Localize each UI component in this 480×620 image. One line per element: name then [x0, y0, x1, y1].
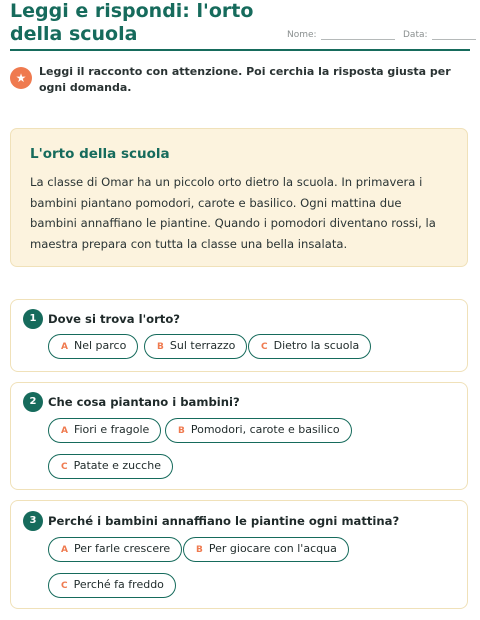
question-1-card: [10, 299, 468, 372]
header-divider: [10, 49, 470, 51]
option-letter: A: [61, 342, 68, 352]
option-a[interactable]: [48, 334, 138, 359]
option-b[interactable]: [144, 334, 247, 359]
name-field[interactable]: [287, 30, 395, 40]
option-a[interactable]: [48, 537, 182, 562]
question-text: Perché i bambini annaffiano le piantine ogni mattina?: [48, 514, 400, 528]
option-b[interactable]: [165, 418, 352, 443]
option-letter: C: [61, 581, 68, 591]
option-b[interactable]: [183, 537, 349, 562]
option-label: Patate e zucche: [73, 459, 161, 472]
option-letter: B: [157, 342, 164, 352]
star-icon: ★: [10, 67, 32, 89]
option-label: Pomodori, carote e basilico: [190, 423, 340, 436]
option-a[interactable]: [48, 418, 161, 443]
option-label: Nel parco: [73, 339, 127, 352]
option-label: Per farle crescere: [73, 542, 171, 555]
date-label: Data:: [403, 30, 428, 40]
name-label: Nome:: [287, 30, 317, 40]
option-letter: A: [61, 426, 68, 436]
option-c[interactable]: [48, 573, 176, 598]
question-3-card: [10, 500, 468, 609]
date-line: [432, 38, 476, 40]
option-letter: B: [196, 545, 203, 555]
option-letter: A: [61, 545, 68, 555]
option-label: Perché fa freddo: [73, 578, 164, 591]
option-label: Fiori e fragole: [73, 423, 150, 436]
instructions-text: Leggi il racconto con attenzione. Poi cerchia la risposta giusta per ogni domanda.: [39, 65, 451, 94]
date-field[interactable]: [403, 30, 476, 40]
question-number: 3: [23, 511, 43, 531]
story-title: L'orto della scuola: [30, 146, 170, 162]
question-2-card: [10, 382, 468, 490]
option-label: Per giocare con l'acqua: [208, 542, 337, 555]
question-number: 1: [23, 309, 43, 329]
option-label: Dietro la scuola: [273, 339, 360, 352]
question-number: 2: [23, 392, 43, 412]
name-line: [321, 38, 395, 40]
option-letter: B: [178, 426, 185, 436]
option-label: Sul terrazzo: [169, 339, 236, 352]
option-c[interactable]: [248, 334, 371, 359]
page-title: Leggi e rispondi: l'orto della scuola: [10, 0, 254, 45]
story-box: [10, 128, 468, 267]
option-c[interactable]: [48, 454, 173, 479]
option-letter: C: [61, 462, 68, 472]
question-text: Dove si trova l'orto?: [48, 312, 181, 326]
story-text: La classe di Omar ha un piccolo orto dietro la scuola. In primavera i bambini piantano pomodori, carote e basilico. Ogni mattina due bambini annaffiano le piantine. Quando i pomodori diventano rossi, la maestra prepara con tutta la classe una bella insalata.: [30, 175, 436, 251]
option-letter: C: [261, 342, 268, 352]
question-text: Che cosa piantano i bambini?: [48, 395, 240, 409]
